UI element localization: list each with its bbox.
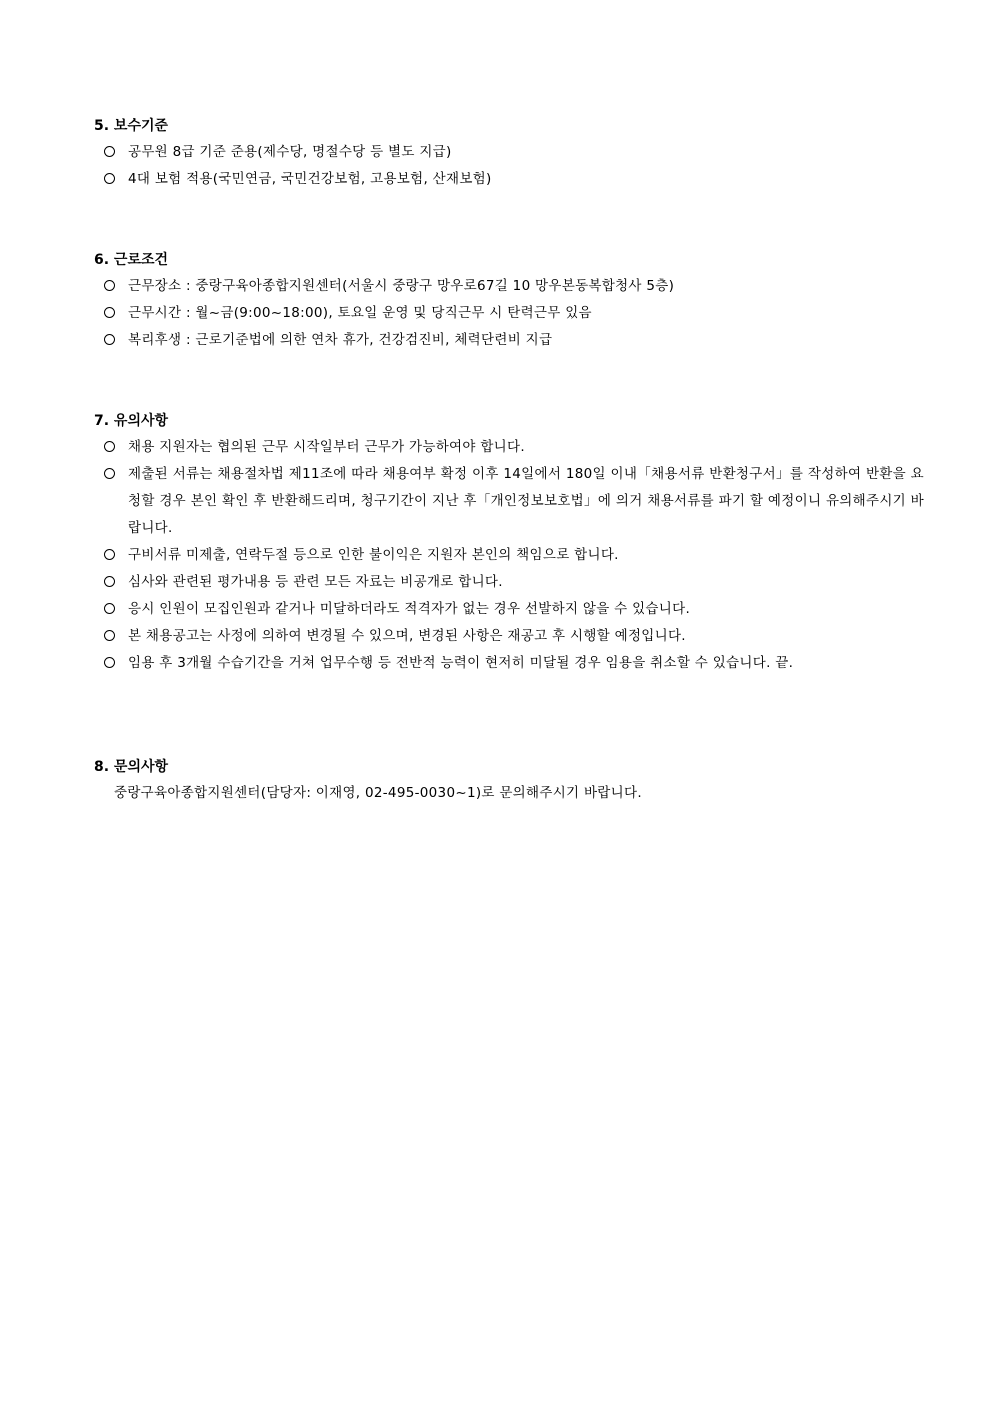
- list-item-text: 본 채용공고는 사정에 의하여 변경될 수 있으며, 변경된 사항은 재공고 후 시행할 예정입니다.: [128, 628, 686, 644]
- list-item: [94, 461, 924, 542]
- list-item-text: 근무장소 : 중랑구육아종합지원센터(서울시 중랑구 망우로67길 10 망우본동복합청사 5층): [128, 278, 675, 294]
- list-item-text: 복리후생 : 근로기준법에 의한 연차 휴가, 건강검진비, 체력단련비 지급: [128, 332, 553, 348]
- circle-bullet-icon: [104, 334, 115, 345]
- list-item-text: 응시 인원이 모집인원과 같거나 미달하더라도 적격자가 없는 경우 선발하지 않을 수 있습니다.: [128, 601, 691, 617]
- list-item: [94, 139, 924, 166]
- list-item: [94, 569, 924, 596]
- list-item: [94, 623, 924, 650]
- list-item: [94, 596, 924, 623]
- list-item-text: 임용 후 3개월 수습기간을 거쳐 업무수행 등 전반적 능력이 현저히 미달될 경우 임용을 취소할 수 있습니다. 끝.: [128, 655, 794, 671]
- list-item: [94, 327, 924, 354]
- section-salary: [94, 115, 924, 193]
- section-title: 6. 근로조건: [94, 252, 169, 268]
- list-item: [94, 434, 924, 461]
- list-item-text: 근무시간 : 월~금(9:00~18:00), 토요일 운영 및 당직근무 시 탄력근무 있음: [128, 305, 592, 321]
- circle-bullet-icon: [104, 603, 115, 614]
- circle-bullet-icon: [104, 576, 115, 587]
- list-item-text: 구비서류 미제출, 연락두절 등으로 인한 불이익은 지원자 본인의 책임으로 합니다.: [128, 547, 619, 563]
- section-title: 8. 문의사항: [94, 759, 169, 775]
- list-item-text: 채용 지원자는 협의된 근무 시작일부터 근무가 가능하여야 합니다.: [128, 439, 525, 455]
- list-item-text: 4대 보험 적용(국민연금, 국민건강보험, 고용보험, 산재보험): [128, 171, 492, 187]
- section-title: 7. 유의사항: [94, 413, 169, 429]
- section-title: 5. 보수기준: [94, 118, 169, 134]
- list-item: [94, 650, 918, 677]
- circle-bullet-icon: [104, 549, 115, 560]
- circle-bullet-icon: [104, 307, 115, 318]
- list-item: [94, 273, 924, 300]
- circle-bullet-icon: [104, 657, 115, 668]
- circle-bullet-icon: [104, 468, 115, 479]
- section-working-conditions: [94, 249, 924, 354]
- circle-bullet-icon: [104, 280, 115, 291]
- list-item: [94, 166, 924, 193]
- list-item-text: 제출된 서류는 채용절차법 제11조에 따라 채용여부 확정 이후 14일에서 180일 이내「채용서류 반환청구서」를 작성하여 반환을 요청할 경우 본인 확인 후 반환해드리며, 청구기간이 지난 후「개인정보보호법」에 의거 채용서류를 파기 할 예정이니 유의해주시기 바랍니다.: [128, 466, 924, 536]
- circle-bullet-icon: [104, 146, 115, 157]
- list-item: [94, 542, 924, 569]
- circle-bullet-icon: [104, 173, 115, 184]
- circle-bullet-icon: [104, 630, 115, 641]
- list-item-text: 심사와 관련된 평가내용 등 관련 모든 자료는 비공개로 합니다.: [128, 574, 503, 590]
- section-inquiry: [94, 756, 924, 807]
- list-item: [94, 300, 924, 327]
- list-item-text: 공무원 8급 기준 준용(제수당, 명절수당 등 별도 지급): [128, 144, 452, 160]
- section-notes: [94, 410, 924, 677]
- inquiry-text: 중랑구육아종합지원센터(담당자: 이재영, 02-495-0030~1)로 문의해주시기 바랍니다.: [114, 785, 642, 801]
- circle-bullet-icon: [104, 441, 115, 452]
